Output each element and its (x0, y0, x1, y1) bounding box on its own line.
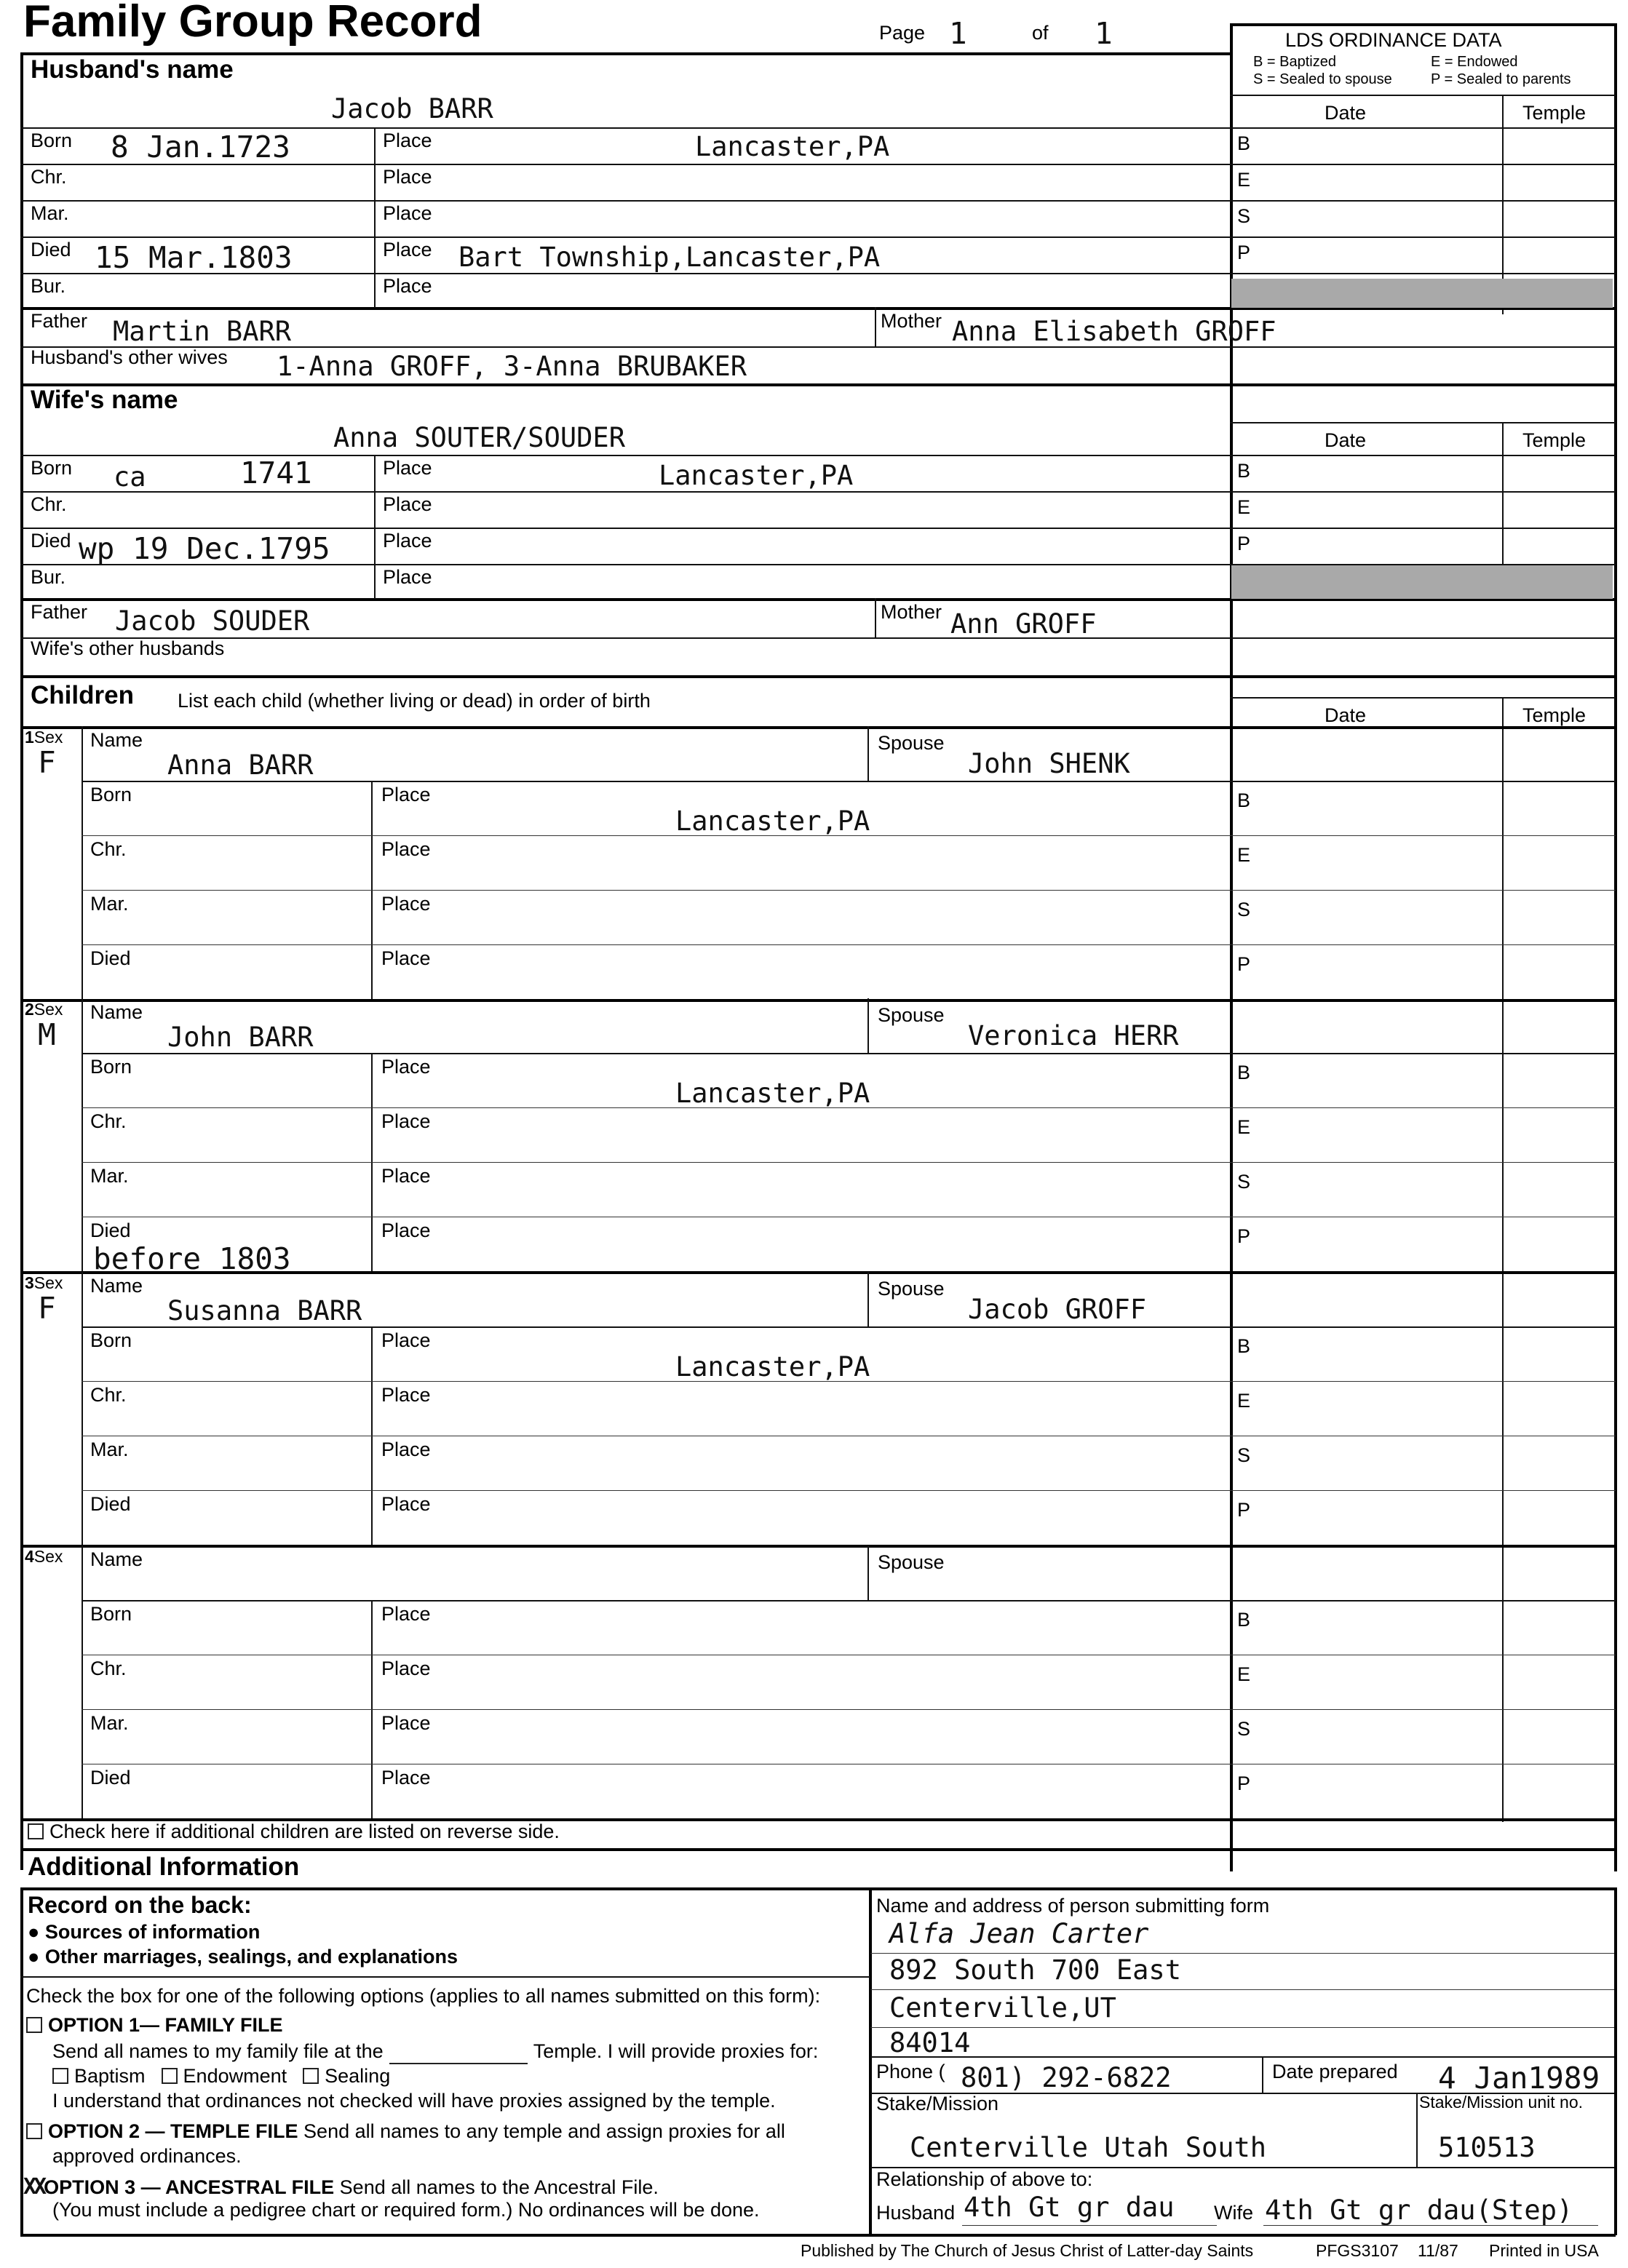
child-1-ordinance-s: S (1237, 899, 1251, 920)
wife-bur-label: Bur. (31, 566, 66, 588)
rel-husband-label: Husband (876, 2202, 956, 2224)
wife-died-place-label: Place (383, 530, 432, 552)
child-3-number: 3 (25, 1273, 34, 1292)
option3-text-b: (You must include a pedigree chart or required form.) No ordinances will be done. (52, 2199, 760, 2221)
option1-text-a: Send all names to my family file at the (52, 2040, 384, 2062)
child-1-mar-place-label: Place (381, 893, 431, 915)
child-4-spouse-label: Spouse (878, 1551, 945, 1573)
child-3-name-label: Name (90, 1275, 143, 1297)
child-3-spouse[interactable]: Jacob GROFF (968, 1294, 1147, 1325)
option1[interactable] (26, 2014, 283, 2037)
child-4-born-place-label: Place (381, 1603, 431, 1625)
husband-ordinance-e: E (1237, 169, 1251, 191)
legend-endowed: E = Endowed (1431, 54, 1518, 70)
husband-father-value[interactable]: Martin BARR (113, 316, 292, 347)
wife-mother-value[interactable]: Ann GROFF (950, 608, 1097, 640)
child-3-born-place[interactable]: Lancaster,PA (675, 1351, 870, 1382)
child-4-died-place-label: Place (381, 1767, 431, 1788)
child-3-spouse-label: Spouse (878, 1278, 945, 1300)
wife-other-husbands-label: Wife's other husbands (31, 637, 225, 659)
wife-chr-label: Chr. (31, 493, 67, 515)
child-2-ordinance-b: B (1237, 1062, 1251, 1083)
husband-ordinance-temple-header: Temple (1522, 102, 1587, 124)
husband-other-wives-label: Husband's other wives (31, 346, 228, 368)
wife-ordinance-temple-header: Temple (1522, 429, 1587, 451)
wife-ordinance-shade (1231, 565, 1613, 599)
child-1-chr-label: Chr. (90, 838, 127, 860)
option3-mark[interactable]: XX (23, 2174, 44, 2200)
child-4-died-label: Died (90, 1767, 131, 1788)
child-2-sex[interactable]: M (38, 1017, 56, 1052)
unit-number-label: Stake/Mission unit no. (1419, 2093, 1584, 2112)
of-label: of (1032, 22, 1049, 44)
child-1-died-place-label: Place (381, 947, 431, 969)
date-prepared-label: Date prepared (1272, 2061, 1398, 2082)
option2-checkbox[interactable] (26, 2123, 42, 2139)
child-1-sex-label (25, 728, 63, 747)
child-2-spouse[interactable]: Veronica HERR (968, 1020, 1179, 1051)
reverse-side-check-text: Check here if additional children are listed on reverse side. (49, 1821, 560, 1842)
child-3-died-label: Died (90, 1493, 131, 1515)
child-3-sex[interactable]: F (38, 1291, 56, 1326)
child-3-born-place-label: Place (381, 1329, 431, 1351)
footer-printed: Printed in USA (1489, 2241, 1599, 2260)
child-2-born-place[interactable]: Lancaster,PA (675, 1078, 870, 1109)
wife-born-place[interactable]: Lancaster,PA (659, 460, 854, 491)
footer-date: 11/87 (1418, 2241, 1458, 2260)
children-header: Children (31, 681, 134, 709)
husband-died-place-label: Place (383, 239, 432, 260)
wife-died-date[interactable]: wp 19 Dec.1795 (79, 531, 330, 566)
husband-died-label: Died (31, 239, 71, 260)
option2-text-a: Send all names to any temple and assign proxies for all (303, 2120, 785, 2142)
husband-ordinance-date-header: Date (1325, 102, 1367, 124)
child-2-died-label: Died (90, 1219, 131, 1241)
option1-checkbox[interactable] (26, 2017, 42, 2033)
husband-other-wives-value[interactable]: 1-Anna GROFF, 3-Anna BRUBAKER (277, 351, 747, 382)
additional-info-header: Additional Information (28, 1853, 300, 1881)
child-2-name-label: Name (90, 1001, 143, 1023)
wife-died-label: Died (31, 530, 71, 552)
child-3-name[interactable]: Susanna BARR (167, 1295, 362, 1326)
form-title: Family Group Record (23, 0, 483, 47)
child-3-died-place-label: Place (381, 1493, 431, 1515)
child-4-born-label: Born (90, 1603, 132, 1625)
child-3-ordinance-b: B (1237, 1335, 1251, 1357)
footer-code: PFGS3107 (1316, 2241, 1399, 2260)
baptism-label: Baptism (74, 2065, 146, 2087)
phone-value[interactable]: 801) 292-6822 (961, 2062, 1172, 2093)
child-1-number: 1 (25, 728, 34, 747)
wife-father-label: Father (31, 601, 88, 623)
child-4-sex-text: Sex (33, 1547, 63, 1566)
child-3-sex-text: Sex (33, 1273, 63, 1292)
child-1-born-place-label: Place (381, 784, 431, 805)
child-2-died-date[interactable]: before 1803 (93, 1241, 291, 1276)
sealing-checkbox[interactable] (303, 2068, 319, 2084)
child-2-sex-label (25, 1000, 63, 1019)
submitter-city[interactable]: Centerville,UT (889, 1992, 1116, 2024)
submitter-zip[interactable]: 84014 (889, 2027, 971, 2058)
husband-bur-label: Bur. (31, 275, 66, 297)
child-1-sex-text: Sex (33, 728, 63, 747)
option2-title: OPTION 2 — TEMPLE FILE (48, 2120, 298, 2142)
stake-mission-value[interactable]: Centerville Utah South (910, 2132, 1267, 2163)
husband-name-value[interactable]: Jacob BARR (331, 93, 493, 124)
husband-bur-place-label: Place (383, 275, 432, 297)
legend-sealed-spouse: S = Sealed to spouse (1253, 71, 1392, 87)
child-4-mar-place-label: Place (381, 1712, 431, 1734)
child-1-sex[interactable]: F (38, 745, 56, 780)
husband-died-date[interactable]: 15 Mar.1803 (95, 240, 293, 275)
child-3-chr-label: Chr. (90, 1384, 127, 1406)
children-ordinance-temple-header: Temple (1522, 704, 1587, 726)
husband-mar-label: Mar. (31, 202, 69, 224)
child-2-ordinance-p: P (1237, 1225, 1251, 1247)
wife-born-date-prefix[interactable]: ca (114, 461, 146, 493)
child-2-mar-label: Mar. (90, 1165, 129, 1187)
child-1-name-label: Name (90, 729, 143, 751)
submitter-name[interactable]: Alfa Jean Carter (889, 1918, 1149, 1949)
child-2-mar-place-label: Place (381, 1165, 431, 1187)
child-3-born-label: Born (90, 1329, 132, 1351)
page-number[interactable]: 1 (949, 16, 967, 51)
husband-mar-place-label: Place (383, 202, 432, 224)
child-4-mar-label: Mar. (90, 1712, 129, 1734)
wife-ordinance-date-header: Date (1325, 429, 1367, 451)
husband-born-date[interactable]: 8 Jan.1723 (111, 130, 290, 164)
child-2-died-place-label: Place (381, 1219, 431, 1241)
child-1-ordinance-b: B (1237, 789, 1251, 811)
child-4-ordinance-p: P (1237, 1772, 1251, 1794)
option3[interactable] (23, 2174, 659, 2200)
wife-name-value[interactable]: Anna SOUTER/SOUDER (333, 422, 625, 453)
sealing-label: Sealing (325, 2065, 391, 2087)
husband-ordinance-s: S (1237, 205, 1251, 227)
wife-name-header: Wife's name (31, 386, 178, 414)
reverse-side-checkbox[interactable] (28, 1823, 44, 1839)
child-3-ordinance-p: P (1237, 1499, 1251, 1521)
child-4-ordinance-e: E (1237, 1663, 1251, 1685)
rel-husband-value[interactable]: 4th Gt gr dau (964, 2192, 1175, 2223)
option1-text (52, 2040, 818, 2064)
child-2-name[interactable]: John BARR (167, 1022, 314, 1053)
child-1-spouse[interactable]: John SHENK (968, 748, 1130, 779)
child-4-ordinance-b: B (1237, 1609, 1251, 1631)
husband-mother-label: Mother (881, 310, 942, 332)
footer-publisher: Published by The Church of Jesus Christ of Latter-day Saints (801, 2241, 1254, 2260)
child-3-chr-place-label: Place (381, 1384, 431, 1406)
submitter-label: Name and address of person submitting form (876, 1895, 1270, 1917)
option1-note: I understand that ordinances not checked will have proxies assigned by the temple. (52, 2090, 776, 2112)
legend-sealed-parents: P = Sealed to parents (1431, 71, 1571, 87)
option1-temple-blank[interactable] (389, 2040, 528, 2064)
children-instruction: List each child (whether living or dead) in order of birth (178, 690, 651, 712)
wife-born-label: Born (31, 457, 73, 479)
unit-number-value[interactable]: 510513 (1438, 2132, 1536, 2163)
wife-born-date[interactable]: 1741 (240, 455, 312, 490)
option1-text-b: Temple. I will provide proxies for: (533, 2040, 819, 2062)
page-total[interactable]: 1 (1095, 16, 1113, 51)
husband-father-label: Father (31, 310, 88, 332)
husband-ordinance-p: P (1237, 242, 1251, 263)
stake-mission-label: Stake/Mission (876, 2093, 999, 2114)
child-2-chr-label: Chr. (90, 1110, 127, 1132)
child-2-born-label: Born (90, 1056, 132, 1078)
husband-mother-value[interactable]: Anna Elisabeth GROFF (952, 316, 1276, 347)
bullet-sources-text: Sources of information (44, 1921, 261, 1943)
option2-text-b: approved ordinances. (52, 2145, 242, 2167)
child-3-ordinance-s: S (1237, 1444, 1251, 1466)
option3-text-a: Send all names to the Ancestral File. (339, 2176, 659, 2198)
husband-born-label: Born (31, 130, 73, 151)
child-1-ordinance-p: P (1237, 953, 1251, 975)
page-label: Page (879, 22, 926, 44)
date-prepared-value[interactable]: 4 Jan1989 (1438, 2061, 1600, 2096)
husband-died-place[interactable]: Bart Township,Lancaster,PA (458, 242, 881, 273)
endowment-label: Endowment (183, 2065, 287, 2087)
lds-ordinance-title: LDS ORDINANCE DATA (1285, 29, 1502, 51)
husband-chr-label: Chr. (31, 166, 67, 188)
child-3-mar-label: Mar. (90, 1439, 129, 1460)
option1-proxies (52, 2065, 390, 2088)
wife-bur-place-label: Place (383, 566, 432, 588)
child-1-spouse-label: Spouse (878, 732, 945, 754)
wife-ordinance-b: B (1237, 460, 1251, 482)
child-1-died-label: Died (90, 947, 131, 969)
wife-ordinance-p: P (1237, 533, 1251, 554)
wife-ordinance-e: E (1237, 496, 1251, 518)
endowment-checkbox[interactable] (162, 2068, 178, 2084)
relationship-label: Relationship of above to: (876, 2168, 1093, 2190)
baptism-checkbox[interactable] (52, 2068, 68, 2084)
child-1-born-place[interactable]: Lancaster,PA (675, 805, 870, 837)
submitter-street[interactable]: 892 South 700 East (889, 1954, 1181, 1986)
bullet-other-marriages-text: Other marriages, sealings, and explanations (44, 1946, 458, 1967)
child-2-born-place-label: Place (381, 1056, 431, 1078)
bullet-sources: ● Sources of information (28, 1921, 261, 1943)
child-4-ordinance-s: S (1237, 1718, 1251, 1740)
wife-born-place-label: Place (383, 457, 432, 479)
child-2-number: 2 (25, 1000, 34, 1019)
child-1-ordinance-e: E (1237, 844, 1251, 866)
child-2-chr-place-label: Place (381, 1110, 431, 1132)
option1-title: OPTION 1— FAMILY FILE (48, 2014, 283, 2036)
child-2-ordinance-s: S (1237, 1171, 1251, 1193)
husband-ordinance-shade (1231, 279, 1613, 308)
rel-wife-label: Wife (1214, 2202, 1253, 2224)
legend-baptized: B = Baptized (1253, 54, 1336, 70)
child-4-chr-label: Chr. (90, 1658, 127, 1679)
children-ordinance-date-header: Date (1325, 704, 1367, 726)
child-1-chr-place-label: Place (381, 838, 431, 860)
child-4-number: 4 (25, 1547, 34, 1566)
child-1-name[interactable]: Anna BARR (167, 749, 314, 781)
child-3-mar-place-label: Place (381, 1439, 431, 1460)
wife-chr-place-label: Place (383, 493, 432, 515)
child-1-born-label: Born (90, 784, 132, 805)
husband-name-header: Husband's name (31, 55, 234, 84)
husband-born-place-label: Place (383, 130, 432, 151)
husband-chr-place-label: Place (383, 166, 432, 188)
option2[interactable] (26, 2120, 785, 2143)
bullet-other-marriages: ● Other marriages, sealings, and explanations (28, 1946, 458, 1967)
child-3-sex-label (25, 1273, 63, 1293)
child-4-chr-place-label: Place (381, 1658, 431, 1679)
child-4-name-label: Name (90, 1548, 143, 1570)
child-2-ordinance-e: E (1237, 1116, 1251, 1138)
rel-wife-value[interactable]: 4th Gt gr dau(Step) (1265, 2195, 1573, 2226)
wife-father-value[interactable]: Jacob SOUDER (115, 605, 310, 637)
record-on-back-header: Record on the back: (28, 1892, 252, 1918)
child-2-spouse-label: Spouse (878, 1004, 945, 1026)
child-1-mar-label: Mar. (90, 893, 129, 915)
option-instruction: Check the box for one of the following options (applies to all names submitted on this form): (26, 1985, 821, 2007)
reverse-side-check[interactable] (28, 1821, 560, 1843)
child-4-sex-label (25, 1547, 63, 1567)
husband-ordinance-b: B (1237, 132, 1251, 154)
wife-mother-label: Mother (881, 601, 942, 623)
husband-born-place[interactable]: Lancaster,PA (695, 131, 890, 162)
child-2-sex-text: Sex (33, 1000, 63, 1019)
child-3-ordinance-e: E (1237, 1390, 1251, 1412)
option3-title: OPTION 3 — ANCESTRAL FILE (44, 2176, 335, 2198)
phone-label: Phone ( (876, 2061, 945, 2082)
